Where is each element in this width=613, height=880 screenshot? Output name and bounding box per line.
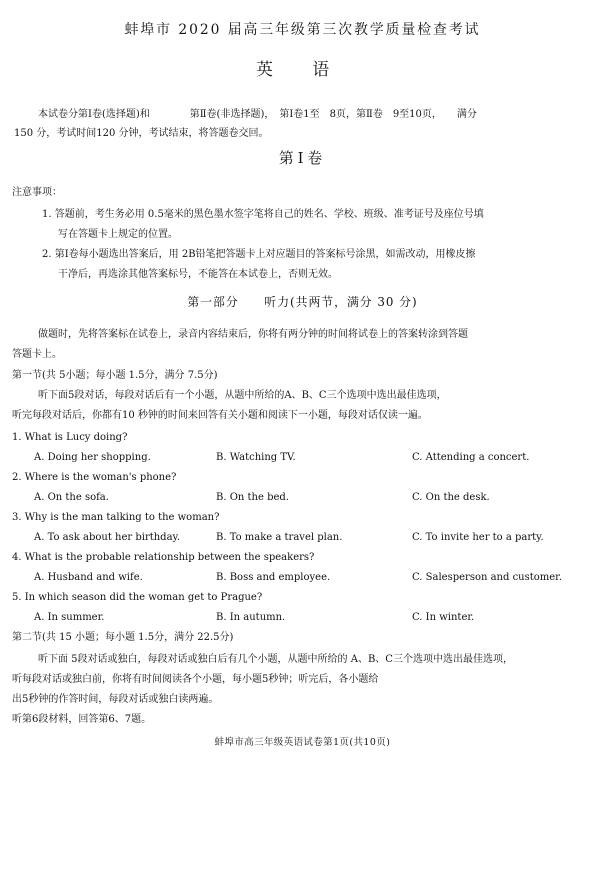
- question-5-stem: 5. In which season did the woman get to Prague?: [12, 592, 263, 603]
- notice-item-1-line-1: 1. 答题前，考生务必用 0.5毫米的黑色墨水签字笔将自己的姓名、学校、班级、准考证号及座位号填: [42, 209, 484, 220]
- question-4-option-c: C. Salesperson and customer.: [412, 572, 563, 583]
- section-1-instruction-line-1: 听下面5段对话，每段对话后有一个小题，从题中所给的A、B、C三个选项中选出最佳选项，: [38, 390, 447, 401]
- question-5-option-a: A. In summer.: [34, 612, 105, 623]
- question-5-option-b: B. In autumn.: [216, 612, 286, 623]
- question-2-option-b: B. On the bed.: [216, 492, 289, 503]
- notice-item-1-line-2: 写在答题卡上规定的位置。: [58, 229, 178, 240]
- question-2-option-c: C. On the desk.: [412, 492, 490, 503]
- intro-line-2: 150 分，考试时间120 分钟，考试结束，将答题卷交回。: [14, 128, 269, 139]
- notice-item-2-line-2: 干净后，再选涂其他答案标号，不能答在本试卷上，否则无效。: [58, 269, 338, 280]
- section-2-instruction-line-1: 听下面 5段对话或独白，每段对话或独白后有几个小题，从题中所给的 A、B、C三个选项中选出最佳选项，: [38, 654, 513, 665]
- volume-title: 第Ⅰ卷: [278, 149, 327, 167]
- question-3-option-a: A. To ask about her birthday.: [34, 532, 181, 543]
- part-1-instruction-line-1: 做题时，先将答案标在试卷上，录音内容结束后，你将有两分钟的时间将试卷上的答案转涂到答题: [38, 329, 468, 340]
- section-2-instruction-line-2: 听每段对话或独白前，你将有时间阅读各个小题，每小题5秒钟；听完后，各小题给: [12, 674, 379, 685]
- question-1-option-c: C. Attending a concert.: [412, 452, 530, 463]
- question-3-stem: 3. Why is the man talking to the woman?: [12, 512, 220, 523]
- section-1-heading: 第一节(共 5小题；每小题 1.5分，满分 7.5分): [12, 370, 218, 381]
- question-2-stem: 2. Where is the woman's phone?: [12, 472, 177, 483]
- intro-line-1: 本试卷分第Ⅰ卷(选择题)和 第Ⅱ卷(非选择题)， 第Ⅰ卷1至 8页，第Ⅱ卷 9至10页， 满分: [38, 109, 477, 120]
- question-3-option-b: B. To make a travel plan.: [216, 532, 343, 543]
- notice-heading: 注意事项：: [12, 187, 62, 198]
- question-3-option-c: C. To invite her to a party.: [412, 532, 544, 543]
- exam-title: 蚌埠市 2020 届高三年级第三次教学质量检查考试: [124, 22, 481, 38]
- question-4-option-b: B. Boss and employee.: [216, 572, 331, 583]
- question-4-option-a: A. Husband and wife.: [34, 572, 143, 583]
- question-1-option-b: B. Watching TV.: [216, 452, 296, 463]
- question-5-option-c: C. In winter.: [412, 612, 475, 623]
- part-1-title: 第一部分 听力(共两节，满分 30 分): [187, 295, 418, 309]
- notice-item-2-line-1: 2. 第Ⅰ卷每小题选出答案后，用 2B铅笔把答题卡上对应题目的答案标号涂黑，如需改动，用橡皮擦: [42, 249, 476, 260]
- page-footer: 蚌埠市高三年级英语试卷第1页(共10页): [214, 737, 391, 748]
- section-2-instruction-line-4: 听第6段材料，回答第6、7题。: [12, 714, 152, 725]
- question-4-stem: 4. What is the probable relationship between the speakers?: [12, 552, 315, 563]
- question-1-stem: 1. What is Lucy doing?: [12, 432, 128, 443]
- section-2-heading: 第二节(共 15 小题；每小题 1.5分，满分 22.5分): [12, 632, 234, 643]
- subject-title: 英语: [256, 60, 369, 80]
- section-2-instruction-line-3: 出5秒钟的作答时间，每段对话或独白读两遍。: [12, 694, 219, 705]
- section-1-instruction-line-2: 听完每段对话后，你都有10 秒钟的时间来回答有关小题和阅读下一小题，每段对话仅读一遍。: [12, 410, 428, 421]
- part-1-instruction-line-2: 答题卡上。: [12, 349, 62, 360]
- question-2-option-a: A. On the sofa.: [34, 492, 109, 503]
- question-1-option-a: A. Doing her shopping.: [34, 452, 151, 463]
